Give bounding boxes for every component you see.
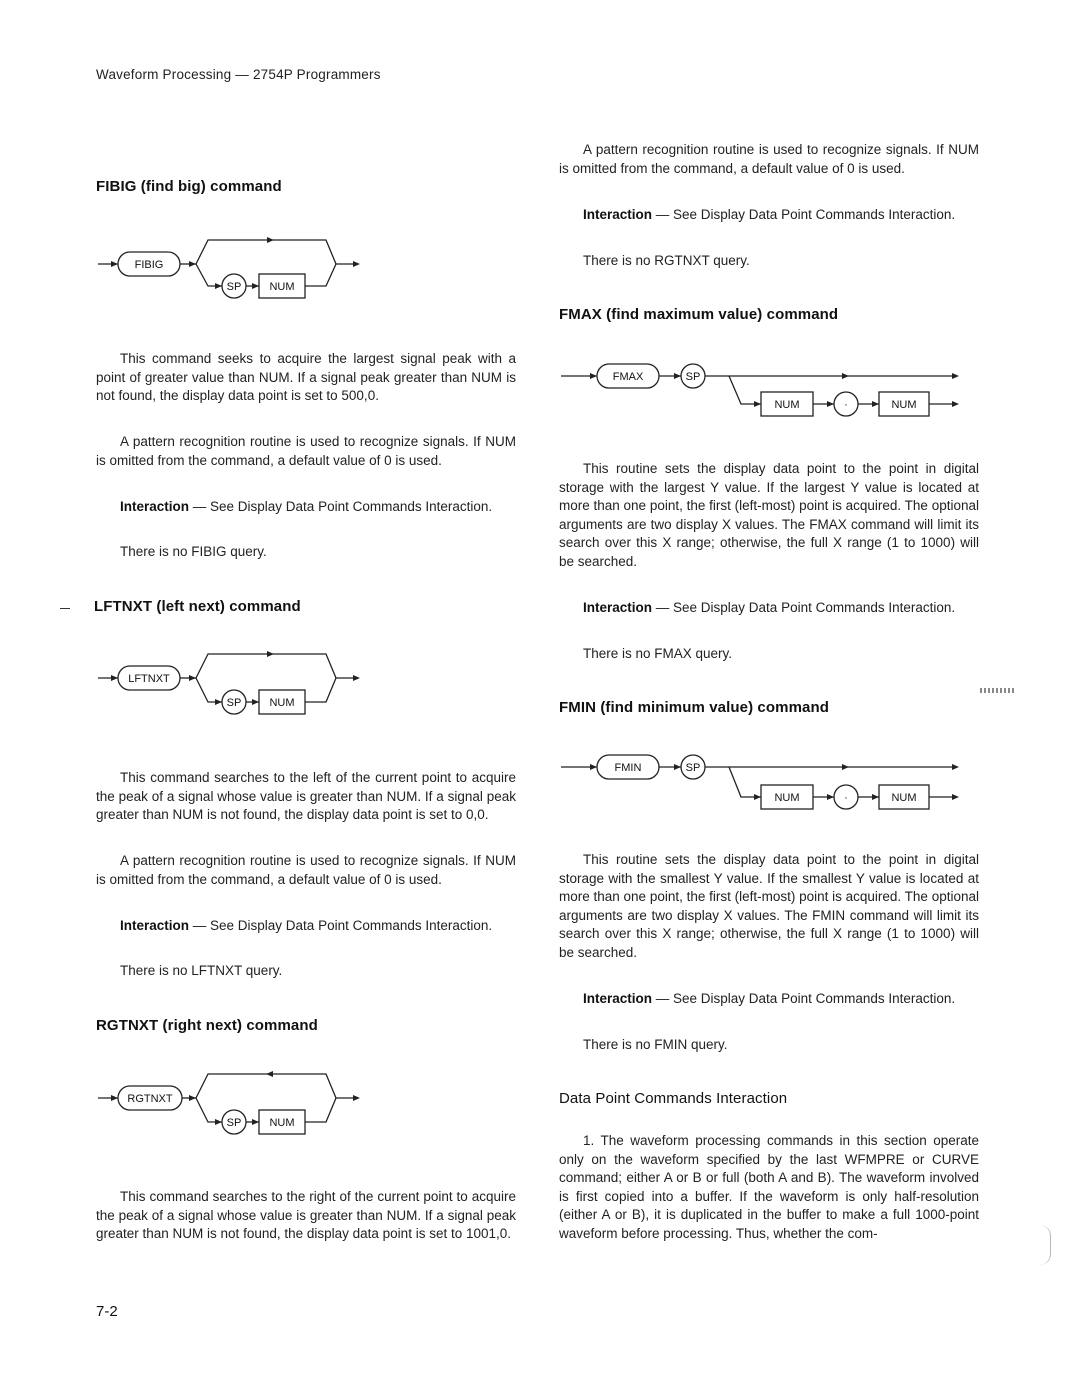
fibig-syntax-diagram [96, 228, 376, 308]
fmax-description: This routine sets the display data point to the point in digital storage with the largest Y value. If the largest Y value is located at more than one point, the first (left-most) point is acquired. The optional arguments are two display X values. The FMAX command will limit its search over this X range; otherwise, the full X range (1 to 1000) will be searched. [559, 461, 979, 569]
fmax-keyword-label: FMAX [612, 371, 644, 383]
lftnxt-keyword-label: LFTNXT [128, 673, 170, 685]
num-label-2: NUM [891, 792, 917, 804]
lftnxt-query-note: There is no LFTNXT query. [120, 963, 283, 978]
rgtnxt-heading: RGTNXT (right next) command [96, 1017, 318, 1034]
lftnxt-syntax-diagram [96, 646, 376, 726]
fmax-interaction-note: Interaction — See Display Data Point Commands Interaction. [583, 600, 956, 615]
fibig-description: This command seeks to acquire the largest signal peak with a point of greater value than NUM. If a signal peak greater than NUM is not found, the display data point is set to 500,0. [96, 351, 516, 403]
separator-label: · [844, 399, 848, 411]
num-label: NUM [269, 281, 295, 293]
running-header: Waveform Processing — 2754P Programmers [96, 67, 381, 82]
scan-artifact [1040, 1225, 1051, 1265]
fmax-query-note: There is no FMAX query. [583, 646, 733, 661]
rgtnxt-pattern-note: A pattern recognition routine is used to recognize signals. If NUM is omitted from the command, a default value of 0 is used. [559, 142, 979, 176]
page-number: 7-2 [96, 1303, 118, 1320]
fmin-heading: FMIN (find minimum value) command [559, 699, 829, 716]
sp-label: SP [226, 697, 242, 709]
fibig-query-note: There is no FIBIG query. [120, 544, 267, 559]
num-label-1: NUM [774, 792, 800, 804]
rgtnxt-description: This command searches to the right of the current point to acquire the peak of a signal whose value is greater than NUM. If a signal peak greater than NUM is not found, the display data point is set to 1001,0. [96, 1189, 516, 1241]
sp-label: SP [685, 762, 701, 774]
fmin-keyword-label: FMIN [614, 762, 642, 774]
rgtnxt-query-note: There is no RGTNXT query. [583, 253, 750, 268]
rgtnxt-keyword-label: RGTNXT [127, 1093, 173, 1105]
rgtnxt-syntax-diagram [96, 1066, 376, 1146]
sp-label: SP [685, 371, 701, 383]
fmin-description: This routine sets the display data point to the point in digital storage with the smallest Y value. If the smallest Y value is located at more than one point, the first (left-most) point is acquired. The optional arguments are two display X values. The FMIN command will limit its search over this X range; otherwise, the full X range (1 to 1000) will be searched. [559, 852, 979, 960]
fmin-query-note: There is no FMIN query. [583, 1037, 728, 1052]
sp-label: SP [226, 281, 242, 293]
fibig-keyword-label: FIBIG [134, 259, 164, 271]
num-label: NUM [269, 1117, 295, 1129]
num-label-2: NUM [891, 399, 917, 411]
sp-label: SP [226, 1117, 242, 1129]
rgtnxt-interaction-note: Interaction — See Display Data Point Commands Interaction. [583, 207, 956, 222]
fmax-syntax-diagram [559, 358, 969, 434]
fmin-syntax-diagram [559, 750, 969, 826]
lftnxt-interaction-note: Interaction — See Display Data Point Commands Interaction. [120, 918, 493, 933]
num-label: NUM [269, 697, 295, 709]
fmax-heading: FMAX (find maximum value) command [559, 306, 839, 323]
lftnxt-pattern-note: A pattern recognition routine is used to recognize signals. If NUM is omitted from the command, a default value of 0 is used. [96, 853, 516, 887]
margin-change-bar [60, 608, 70, 609]
separator-label: · [844, 792, 848, 804]
fibig-pattern-note: A pattern recognition routine is used to recognize signals. If NUM is omitted from the command, a default value of 0 is used. [96, 434, 516, 468]
interaction-section-heading: Data Point Commands Interaction [559, 1090, 788, 1107]
fibig-heading: FIBIG (find big) command [96, 178, 282, 195]
fibig-interaction-note: Interaction — See Display Data Point Commands Interaction. [120, 499, 493, 514]
scan-artifact [980, 688, 1014, 693]
lftnxt-description: This command searches to the left of the current point to acquire the peak of a signal whose value is greater than NUM. If a signal peak greater than NUM is not found, the display data point is set to 0,0. [96, 770, 516, 822]
num-label-1: NUM [774, 399, 800, 411]
lftnxt-heading: LFTNXT (left next) command [94, 598, 301, 615]
interaction-item-1: 1. The waveform processing commands in this section operate only on the waveform specified by the last WFMPRE or CURVE command; either A or B or full (both A and B). The waveform involved is first copied into a buffer. If the waveform is only half-resolution (either A or B), it is duplicated in the buffer to make a full 1000-point waveform before processing. Thus, whether the com- [559, 1133, 979, 1241]
fmin-interaction-note: Interaction — See Display Data Point Commands Interaction. [583, 991, 956, 1006]
